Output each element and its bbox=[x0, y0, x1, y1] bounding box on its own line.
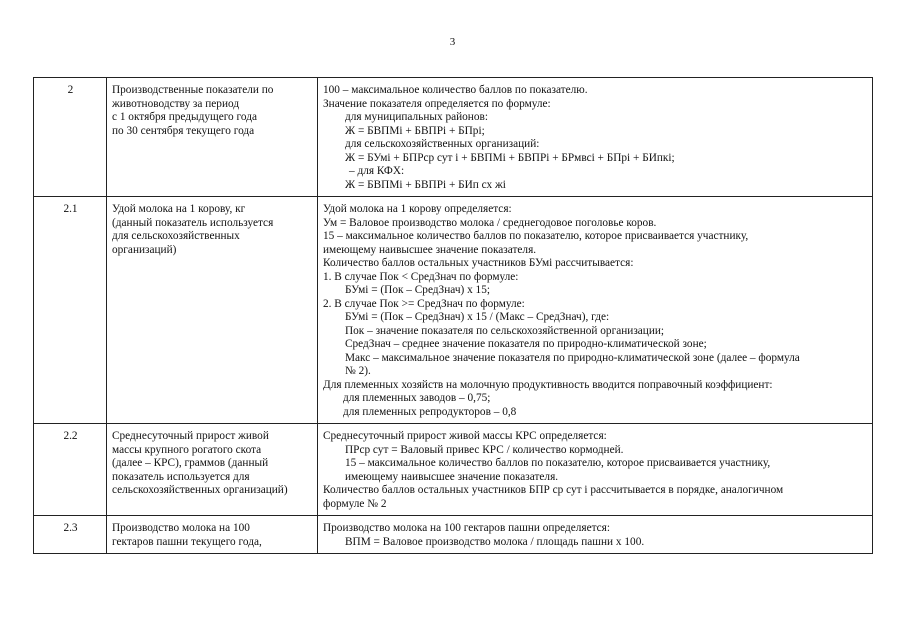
row-number: 2.1 bbox=[34, 197, 107, 424]
text-line: Среднесуточный прирост живой bbox=[112, 430, 269, 442]
indicator-name bbox=[107, 197, 318, 424]
table-row bbox=[34, 424, 873, 516]
indicator-description bbox=[318, 78, 873, 197]
text-line: показатель используется для bbox=[112, 470, 250, 483]
text-line: 15 – максимальное количество баллов по показателю, которое присваивается участнику, bbox=[345, 457, 771, 469]
indicator-name bbox=[107, 424, 318, 516]
formula-line: Ум = Валовое производство молока / среднегодовое поголовье коров. bbox=[323, 216, 657, 229]
table-row bbox=[34, 78, 873, 197]
text-line: 2. В случае Пок >= СредЗнач по формуле: bbox=[323, 297, 525, 310]
text-line: Макс – максимальное значение показателя по природно-климатической зоне (далее – формула bbox=[345, 351, 800, 364]
text-line: (данный показатель используется bbox=[112, 216, 274, 229]
formula-line: ВПМ = Валовое производство молока / площадь пашни x 100. bbox=[345, 535, 645, 548]
text-line: (далее – КРС), граммов (данный bbox=[112, 457, 269, 469]
formula-line: ПРср сут = Валовый привес КРС / количество кормодней. bbox=[345, 443, 624, 456]
text-line: Количество баллов остальных участников БПР ср сут i рассчитывается в порядке, аналогичном bbox=[323, 484, 784, 496]
table-row bbox=[34, 197, 873, 424]
text-line: Среднесуточный прирост живой массы КРС определяется: bbox=[323, 430, 607, 442]
table-row bbox=[34, 516, 873, 554]
indicator-description bbox=[318, 197, 873, 424]
text-line: организаций) bbox=[112, 243, 177, 256]
text-line: животноводству за период bbox=[112, 97, 240, 110]
text-line: с 1 октября предыдущего года bbox=[112, 111, 257, 123]
text-line: 100 – максимальное количество баллов по показателю. bbox=[323, 84, 588, 96]
text-line: 15 – максимальное количество баллов по показателю, которое присваивается участнику, bbox=[323, 230, 749, 242]
indicators-table bbox=[33, 77, 873, 554]
page-number: 3 bbox=[449, 36, 456, 48]
row-number: 2.2 bbox=[34, 424, 107, 516]
text-line: имеющему наивысшее значение показателя. bbox=[345, 470, 559, 483]
indicator-name bbox=[107, 516, 318, 554]
row-number: 2.3 bbox=[34, 516, 107, 554]
text-line: для муниципальных районов: bbox=[345, 111, 488, 123]
formula-line: Ж = БВПМi + БВПРi + БИп сх жi bbox=[345, 178, 506, 191]
text-line: Количество баллов остальных участников БУмi рассчитывается: bbox=[323, 257, 634, 269]
formula-line: Ж = БУмi + БПРср сут i + БВПМi + БВПРi + БРмвсi + БПрi + БИпкi; bbox=[345, 151, 675, 164]
row-number: 2 bbox=[34, 78, 107, 197]
text-line: Производство молока на 100 гектаров пашни определяется: bbox=[323, 522, 611, 534]
indicator-name bbox=[107, 78, 318, 197]
indicator-description bbox=[318, 516, 873, 554]
text-line: по 30 сентября текущего года bbox=[112, 124, 255, 137]
formula-line: БУмi = (Пок – СредЗнач) x 15 / (Макс – СредЗнач), где: bbox=[345, 311, 610, 323]
text-line: гектаров пашни текущего года, bbox=[112, 535, 262, 548]
formula-line: БУмi = (Пок – СредЗнач) x 15; bbox=[345, 284, 490, 296]
text-line: – для КФХ: bbox=[349, 165, 405, 177]
text-line: Удой молока на 1 корову определяется: bbox=[323, 203, 512, 215]
text-line: СредЗнач – среднее значение показателя по природно-климатической зоне; bbox=[345, 338, 707, 350]
text-line: для племенных репродукторов – 0,8 bbox=[343, 405, 517, 418]
text-line: для сельскохозяйственных bbox=[112, 230, 240, 242]
text-line: Удой молока на 1 корову, кг bbox=[112, 203, 246, 215]
text-line: сельскохозяйственных организаций) bbox=[112, 484, 288, 496]
text-line: Производственные показатели по bbox=[112, 84, 274, 96]
text-line: 1. В случае Пок < СредЗнач по формуле: bbox=[323, 270, 519, 283]
text-line: формуле № 2 bbox=[323, 497, 387, 510]
text-line: Производство молока на 100 bbox=[112, 522, 250, 534]
text-line: массы крупного рогатого скота bbox=[112, 443, 262, 456]
text-line: Значение показателя определяется по формуле: bbox=[323, 97, 551, 110]
indicator-description bbox=[318, 424, 873, 516]
text-line: Пок – значение показателя по сельскохозяйственной организации; bbox=[345, 324, 665, 337]
text-line: Для племенных хозяйств на молочную продуктивность вводится поправочный коэффициент: bbox=[323, 378, 773, 391]
text-line: для сельскохозяйственных организаций: bbox=[345, 138, 540, 150]
formula-line: Ж = БВПМi + БВПРi + БПрi; bbox=[345, 124, 485, 137]
text-line: № 2). bbox=[345, 365, 371, 377]
text-line: для племенных заводов – 0,75; bbox=[343, 392, 491, 404]
text-line: имеющему наивысшее значение показателя. bbox=[323, 243, 537, 256]
